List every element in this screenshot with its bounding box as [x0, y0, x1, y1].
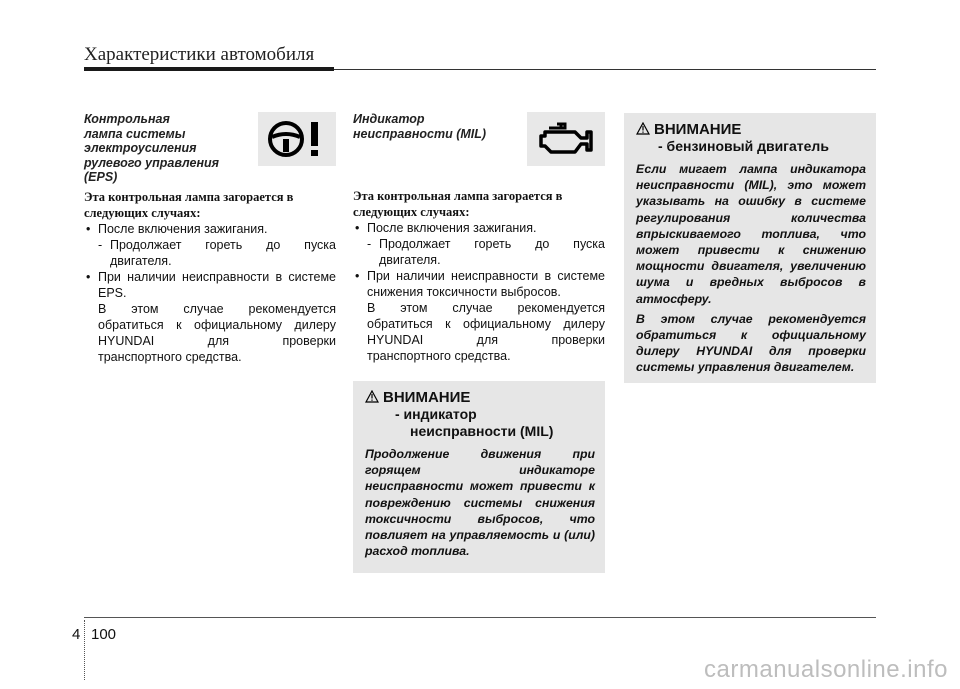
mil-bullet-1: • После включения зажигания. — [355, 221, 537, 235]
warning-mil-subtitle-1: - индикатор — [395, 406, 477, 422]
page-number: 100 — [91, 626, 117, 643]
page-header-title: Характеристики автомобиля — [84, 44, 315, 65]
mil-icon-box — [527, 112, 605, 166]
warning-gas-subtitle: - бензиновый двигатель — [658, 138, 829, 154]
chapter-number: 4 — [72, 626, 81, 643]
warning-mil-subtitle-2: неисправности (MIL) — [410, 423, 554, 439]
eps-paragraph: В этом случае рекомендуется обратиться к официальному дилеру HYUNDAI для проверки транспортного средства. — [98, 301, 336, 364]
warning-box-gasoline — [624, 113, 876, 383]
mil-paragraph: В этом случае рекомендуется обратиться к официальному дилеру HYUNDAI для проверки транспортного средства. — [367, 301, 605, 363]
eps-section — [84, 112, 336, 365]
engine-check-icon — [535, 122, 597, 156]
header-rule-thick — [84, 67, 334, 71]
mil-heading: Индикатор неисправности (MIL) — [353, 112, 487, 141]
eps-intro: Эта контрольная лампа загорается в следующих случаях: — [84, 189, 294, 220]
footer-rule — [84, 617, 876, 618]
warning-box-mil — [353, 381, 605, 573]
eps-heading: Контрольная лампа системы электроусиления рулевого управления (EPS) — [84, 112, 220, 184]
watermark: carmanualsonline.info — [704, 656, 948, 683]
mil-sub-1: - Продолжает гореть до пуска двигателя. — [367, 237, 605, 267]
warning-gas-body-1: Если мигает лампа индикатора неисправности (MIL), это может указывать на ошибку в системе регулирования количества впрыскиваемого топлива, что может привести к снижению мощности двигателя, увеличению шума и вредных выбросов в атмосферу. — [636, 162, 866, 306]
eps-bullet-1: • После включения зажигания. — [86, 221, 268, 236]
footer-divider — [84, 620, 85, 680]
warning-triangle-icon — [365, 390, 379, 403]
header-rule-thin — [334, 69, 876, 70]
steering-warning-icon — [266, 119, 328, 159]
mil-intro: Эта контрольная лампа загорается в следующих случаях: — [353, 189, 563, 219]
mil-section — [353, 112, 605, 364]
warning-gas-title: ВНИМАНИЕ — [636, 121, 866, 138]
warning-mil-body: Продолжение движения при горящем индикаторе неисправности может привести к повреждению системы снижения токсичности выбросов, что повлияет на управляемость и (или) расход топлива. — [365, 447, 595, 559]
mil-bullet-2: • При наличии неисправности в системе снижения токсичности выбросов. — [355, 269, 605, 299]
warning-triangle-icon — [636, 122, 650, 135]
warning-gas-body-2: В этом случае рекомендуется обратиться к официальному дилеру HYUNDAI для проверки системы управления двигателем. — [636, 311, 866, 375]
eps-sub-1: - Продолжает гореть до пуска двигателя. — [98, 237, 336, 268]
eps-icon-box — [258, 112, 336, 166]
warning-mil-title: ВНИМАНИЕ — [365, 389, 595, 406]
eps-bullet-2: • При наличии неисправности в системе EPS. — [86, 269, 336, 300]
